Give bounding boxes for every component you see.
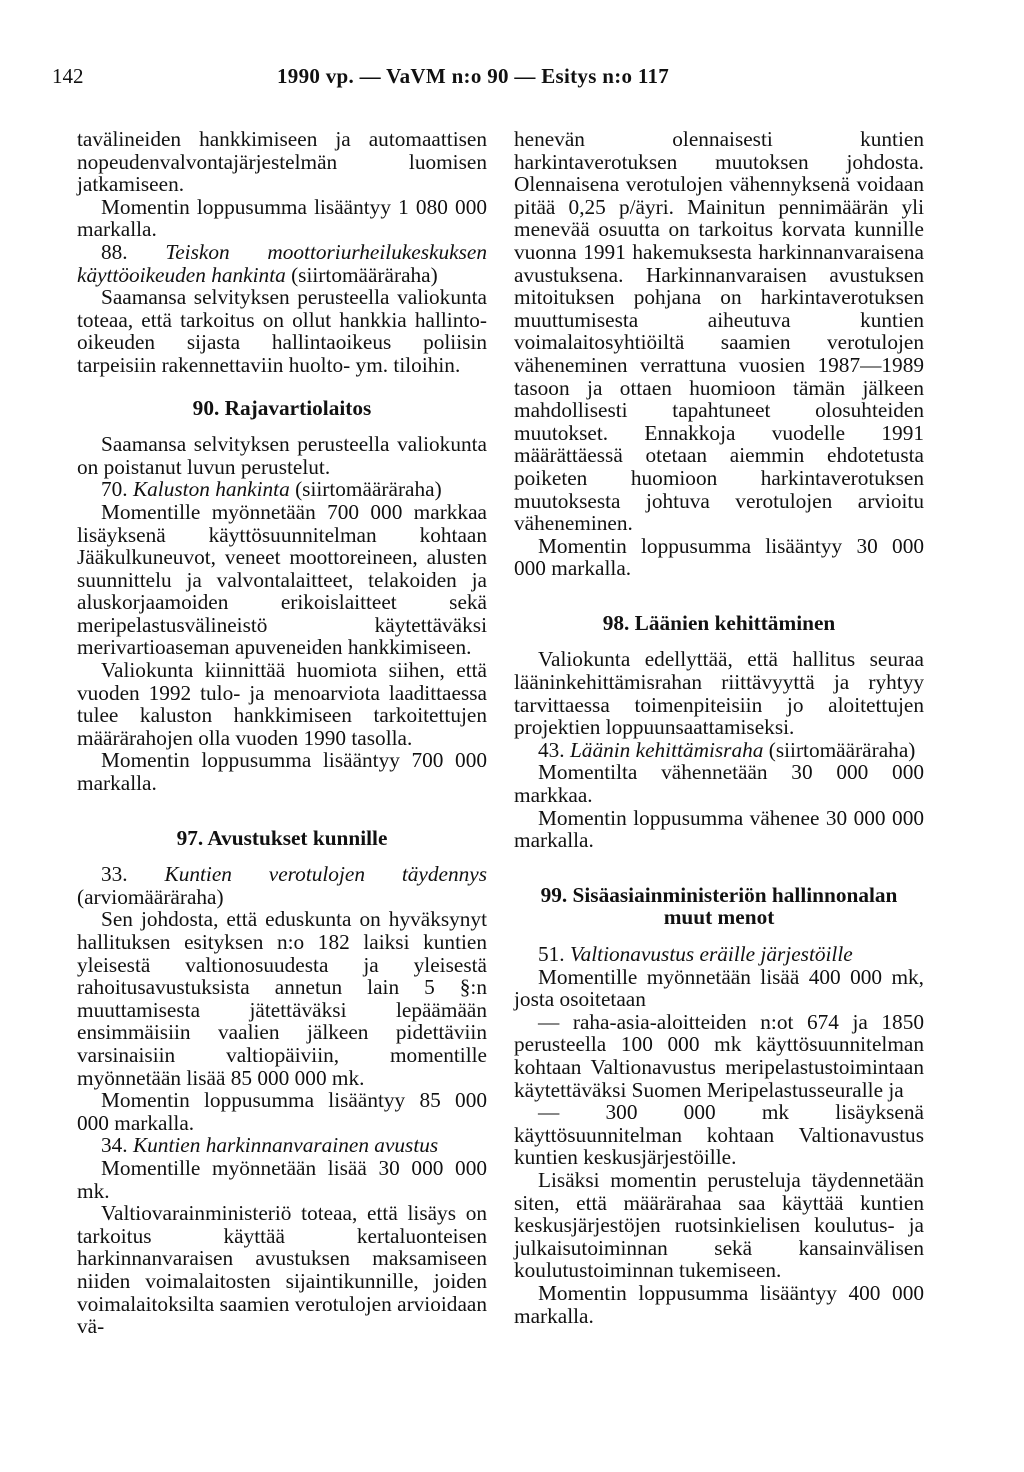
page-header: [50, 64, 974, 94]
paragraph: Momentin loppusumma lisääntyy 700 000 markalla.: [77, 748, 487, 796]
section-heading: 99. Sisäasiainministeriön hallinnonalan muut menot: [540, 882, 898, 930]
paragraph: — 300 000 mk lisäyksenä käyttösuunnitelman kohtaan Valtionavustus kuntien keskusjärjestöille.: [514, 1100, 924, 1170]
paragraph: Momentin loppusumma lisääntyy 30 000 000 markalla.: [514, 533, 924, 581]
paragraph: Momentin loppusumma vähenee 30 000 000 markalla.: [514, 805, 924, 853]
item-heading: 33. Kuntien verotulojen täydennys (arviomääräraha): [77, 862, 487, 909]
paragraph: tavälineiden hankkimiseen ja automaattisen nopeudenvalvontajärjestelmän luomisen jatkamiseen.: [77, 127, 487, 197]
section-heading: 97. Avustukset kunnille: [176, 825, 388, 850]
paragraph: Momentin loppusumma lisääntyy 85 000 000 markalla.: [77, 1088, 487, 1135]
paragraph: — raha-asia-aloitteiden n:ot 674 ja 1850 perusteella 100 000 mk käyttösuunnitelman kohtaan Valtionavustus meripelastustoimintaan käytettäväksi Suomen Meripelastusseuralle ja: [514, 1009, 924, 1102]
item-heading: 34. Kuntien harkinnanvarainen avustus: [101, 1133, 439, 1158]
paragraph: Momentille myönnetään lisää 30 000 000 mk.: [77, 1155, 487, 1203]
item-heading: 70. Kaluston hankinta (siirtomääräraha): [101, 477, 442, 502]
paragraph: Sen johdosta, että eduskunta on hyväksynyt hallituksen esityksen n:o 182 laiksi kuntien yleisestä valtionosuudesta ja yleisestä rahoitusavustuksista annetun lain 5 §:n muuttamisesta jätettäväksi lepäämään ensimmäisiin vaalien jälkeen pidettäviin varsinaisiin valtiopäiviin, momentille myönnetään lisää 85 000 000 mk.: [77, 907, 487, 1090]
paragraph: Momentin loppusumma lisääntyy 1 080 000 markalla.: [77, 194, 487, 242]
paragraph: Valtiovarainministeriö toteaa, että lisäys on tarkoitus käyttää kertaluonteisen harkinnanvaraisen avustuksen maksamiseen niiden voimalaitosten sijaintikunnille, joiden voimalaitoksilta saamien verotulojen arvioidaan vä-: [77, 1201, 487, 1339]
paragraph: Valiokunta kiinnittää huomiota siihen, että vuoden 1992 tulo- ja menoarviota laadittaessa tulee kaluston hankkimiseen tarkoitettujen määrärahojen olla vuoden 1990 tasolla.: [77, 658, 487, 750]
paragraph: Momentilta vähennetään 30 000 000 markkaa.: [514, 760, 924, 808]
item-heading: 43. Läänin kehittämisraha (siirtomääräraha): [538, 737, 916, 762]
section-heading: 98. Läänien kehittäminen: [602, 610, 836, 635]
paragraph: Momentin loppusumma lisääntyy 400 000 markalla.: [514, 1280, 924, 1328]
section-heading: 90. Rajavartiolaitos: [192, 395, 372, 420]
paragraph: Lisäksi momentin perusteluja täydennetään siten, että määrärahaa saa käyttää kuntien keskusjärjestöjen ruotsinkielisen koulutus- ja julkaisutoiminnan sekä kansainvälisen koulutustoiminnan tukemiseen.: [514, 1167, 924, 1283]
page-number: 142: [52, 64, 84, 88]
item-heading: 51. Valtionavustus eräille järjestöille: [538, 942, 853, 966]
paragraph: Valiokunta edellyttää, että hallitus seuraa lääninkehittämisrahan riittävyyttä ja ryhtyy tarvittaessa toimenpiteisiin jo aloitettujen projektien loppuunsaattamiseksi.: [514, 647, 924, 740]
paragraph: henevän olennaisesti kuntien harkintaverotuksen muutoksen johdosta. Olennaisena verotulojen vähennyksenä voidaan pitää 0,25 p/äyri. Mainitun pennimäärän yli menevää osuutta on tarkoitus korvata kunnille vuonna 1991 hakemuksesta harkinnanvaraisena avustuksena. Harkinnanvaraisen avustuksen mitoituksen pohjana on harkintaverotuksen muuttumisesta aiheutuva kuntien voimalaitosyhtiöiltä saamien verotulojen väheneminen verrattuna vuosien 1987—1989 tasoon ja ottaen huomioon tämän jälkeen mahdollisesti tapahtuneet olosuhteiden muutokset. Ennakkoja vuodelle 1991 määrättäessä otetaan aiemmin ehdotetusta poiketen huomioon harkintaverotuksen muutoksesta johtuva verotulojen arvioitu väheneminen.: [514, 127, 924, 536]
paragraph: Momentille myönnetään lisää 400 000 mk, josta osoitetaan: [514, 964, 924, 1012]
left-column: [77, 128, 487, 1338]
paragraph: Saamansa selvityksen perusteella valiokunta toteaa, että tarkoitus on ollut hankkia hallinto-oikeuden sijasta hallintaoikeus poliisin tarpeisiin rakennettaviin huolto- ym. tiloihin.: [77, 285, 487, 377]
right-column: [514, 128, 924, 1327]
paragraph: Saamansa selvityksen perusteella valiokunta on poistanut luvun perustelut.: [77, 432, 487, 479]
item-heading: 88. Teiskon moottoriurheilukeskuksen käyttöoikeuden hankinta (siirtomääräraha): [77, 239, 487, 287]
running-title: 1990 vp. — VaVM n:o 90 — Esitys n:o 117: [277, 64, 670, 88]
paragraph: Momentille myönnetään 700 000 markkaa lisäyksenä käyttösuunnitelman kohtaan Jääkulkuneuvot, veneet moottoreineen, alusten suunnittelu ja valvontalaitteet, telakoiden ja aluskorjaamoiden erikoislaitteet sekä meripelastusvälineistö käytettäväksi merivartioaseman apuveneiden hankkimiseen.: [77, 499, 487, 660]
